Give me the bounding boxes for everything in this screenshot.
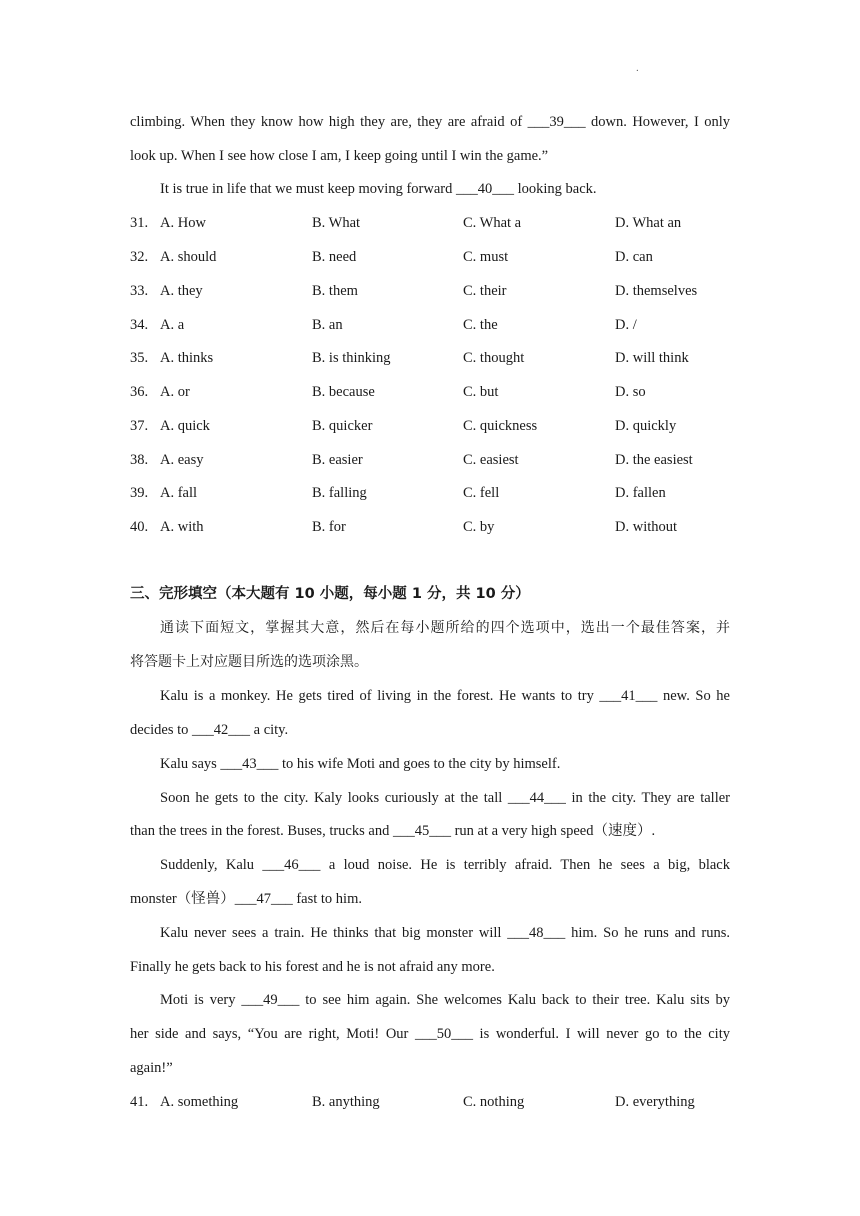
question-number: 39. (130, 485, 149, 501)
question-row (130, 450, 750, 470)
question-row (130, 315, 750, 335)
question-row (130, 517, 750, 537)
option-b: B. an (312, 317, 343, 333)
option-d: D. so (615, 384, 646, 400)
passage-line: Kalu never sees a train. He thinks that big monster will ___48___ him. So he runs and runs. (160, 925, 730, 941)
option-b: B. need (312, 249, 357, 265)
question-row (130, 247, 750, 267)
option-c: C. the (463, 317, 498, 333)
passage-line: again!” (130, 1060, 173, 1076)
passage-line: than the trees in the forest. Buses, trucks and ___45___ run at a very high speed（速度）. (130, 823, 656, 839)
passage-line: her side and says, “You are right, Moti! Our ___50___ is wonderful. I will never go to the city (130, 1026, 730, 1042)
passage-line: Moti is very ___49___ to see him again. She welcomes Kalu back to their tree. Kalu sits by (160, 992, 730, 1008)
option-b: B. because (312, 384, 375, 400)
option-a: A. a (160, 317, 185, 333)
page-mark: . (636, 62, 639, 74)
option-d: D. themselves (615, 283, 698, 299)
option-c: C. What a (463, 215, 522, 231)
option-a: A. with (160, 519, 204, 535)
option-b: B. is thinking (312, 350, 391, 366)
option-d: D. quickly (615, 418, 677, 434)
option-a: A. something (160, 1094, 239, 1110)
question-number: 38. (130, 452, 149, 468)
passage-line: monster（怪兽）___47___ fast to him. (130, 891, 362, 907)
passage-line: look up. When I see how close I am, I keep going until I win the game.” (130, 148, 549, 164)
passage-line: Finally he gets back to his forest and he is not afraid any more. (130, 959, 495, 975)
section-heading: 三、完形填空（本大题有 10 小题，每小题 1 分，共 10 分） (130, 586, 530, 602)
option-a: A. should (160, 249, 217, 265)
question-number: 36. (130, 384, 149, 400)
option-a: A. or (160, 384, 190, 400)
question-row (130, 213, 750, 233)
option-a: A. they (160, 283, 203, 299)
option-a: A. easy (160, 452, 204, 468)
question-number: 35. (130, 350, 149, 366)
option-b: B. What (312, 215, 361, 231)
option-b: B. easier (312, 452, 363, 468)
option-c: C. thought (463, 350, 525, 366)
passage-line: Soon he gets to the city. Kaly looks curiously at the tall ___44___ in the city. They are taller (160, 790, 730, 806)
passage-line: climbing. When they know how high they are, they are afraid of ___39___ down. However, I only (130, 114, 730, 130)
question-row (130, 416, 750, 436)
option-c: C. easiest (463, 452, 519, 468)
option-b: B. for (312, 519, 346, 535)
passage-line: It is true in life that we must keep moving forward ___40___ looking back. (160, 181, 597, 197)
question-row (130, 281, 750, 301)
option-c: C. nothing (463, 1094, 525, 1110)
option-d: D. will think (615, 350, 689, 366)
option-c: C. their (463, 283, 507, 299)
question-number: 37. (130, 418, 149, 434)
option-b: B. anything (312, 1094, 380, 1110)
instruction-line: 将答题卡上对应题目所选的选项涂黑。 (130, 654, 368, 670)
option-b: B. them (312, 283, 358, 299)
option-d: D. / (615, 317, 637, 333)
passage-line: Suddenly, Kalu ___46___ a loud noise. He is terribly afraid. Then he sees a big, black (160, 857, 730, 873)
option-d: D. fallen (615, 485, 666, 501)
option-a: A. fall (160, 485, 198, 501)
option-d: D. the easiest (615, 452, 693, 468)
question-row (130, 348, 750, 368)
option-a: A. thinks (160, 350, 214, 366)
option-d: D. What an (615, 215, 682, 231)
question-number: 34. (130, 317, 149, 333)
option-c: C. quickness (463, 418, 538, 434)
question-number: 33. (130, 283, 149, 299)
option-c: C. fell (463, 485, 500, 501)
option-b: B. quicker (312, 418, 373, 434)
question-row (130, 382, 750, 402)
passage-line: Kalu says ___43___ to his wife Moti and goes to the city by himself. (160, 756, 561, 772)
question-row (130, 483, 750, 503)
passage-line: decides to ___42___ a city. (130, 722, 289, 738)
question-number: 40. (130, 519, 149, 535)
option-d: D. can (615, 249, 653, 265)
option-d: D. everything (615, 1094, 695, 1110)
option-a: A. quick (160, 418, 210, 434)
option-a: A. How (160, 215, 206, 231)
passage-line: Kalu is a monkey. He gets tired of living in the forest. He wants to try ___41___ new. So he (160, 688, 730, 704)
question-number: 31. (130, 215, 149, 231)
option-c: C. by (463, 519, 495, 535)
option-c: C. but (463, 384, 499, 400)
option-d: D. without (615, 519, 678, 535)
question-number: 32. (130, 249, 149, 265)
option-c: C. must (463, 249, 509, 265)
question-row (130, 1092, 750, 1112)
instruction-line: 通读下面短文，掌握其大意，然后在每小题所给的四个选项中，选出一个最佳答案，并 (160, 620, 730, 636)
question-number: 41. (130, 1094, 149, 1110)
option-b: B. falling (312, 485, 367, 501)
